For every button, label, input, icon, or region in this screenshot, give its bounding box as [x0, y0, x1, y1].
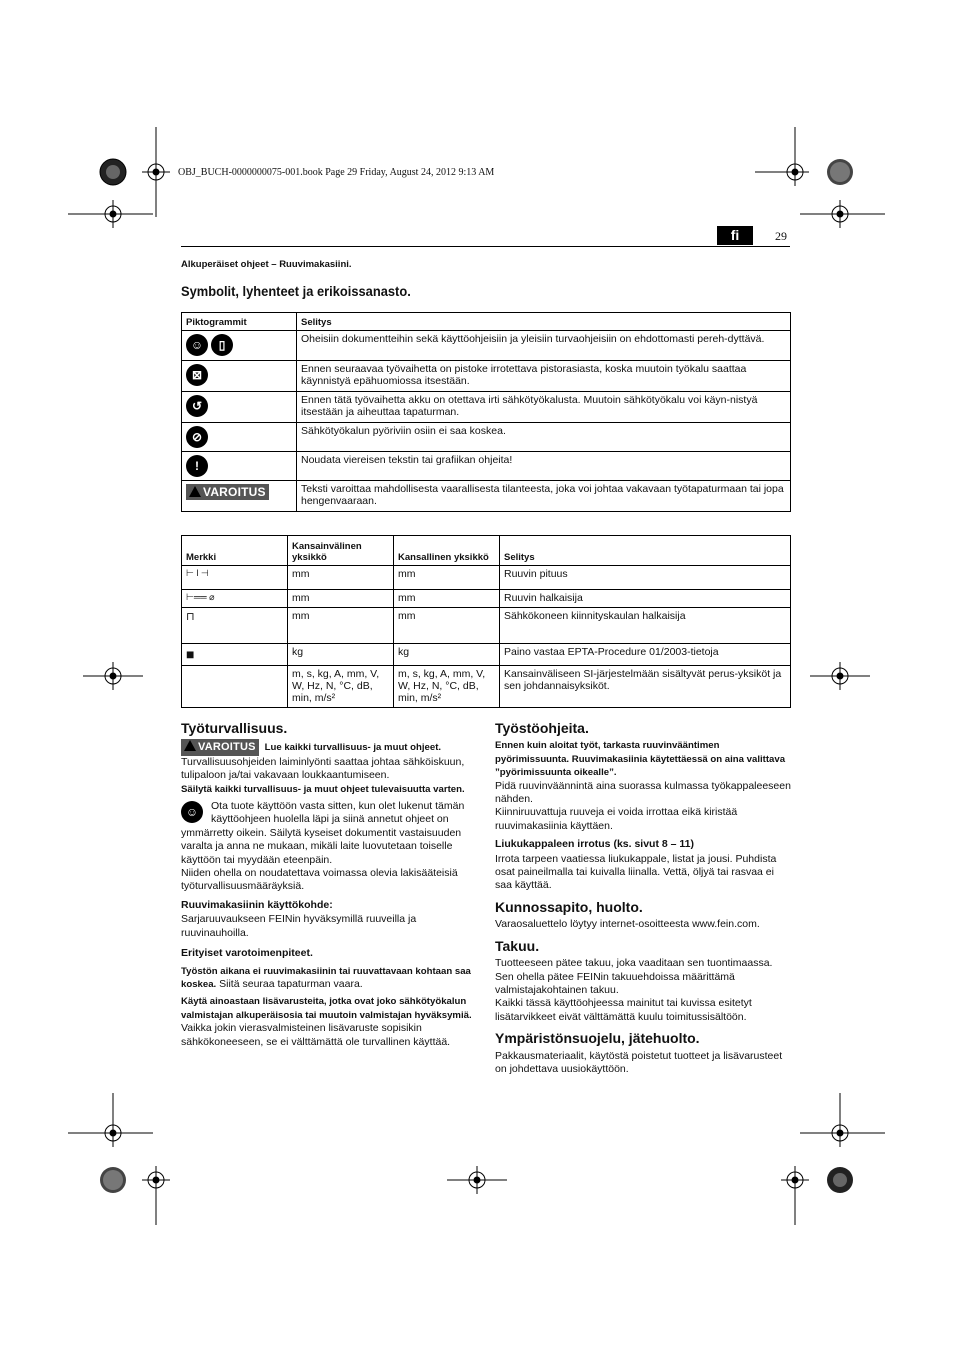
remove-battery-icon: ↺	[186, 395, 208, 417]
table-cell: mm	[394, 590, 500, 608]
book-info-line: OBJ_BUCH-0000000075-001.book Page 29 Friday, August 24, 2012 9:13 AM	[178, 167, 495, 178]
header-rule	[181, 246, 790, 247]
table-cell: Noudata viereisen tekstin tai grafiikan ohjeita!	[297, 452, 791, 481]
table-cell: Ruuvin halkaisija	[500, 590, 791, 608]
table-cell: Ennen tätä työvaihetta akku on otettava irti sähkötyökalusta. Muutoin sähkötyökalu voi käyn-nistyä itsestään ja aiheuttaa tapaturman.	[297, 392, 791, 423]
warranty-title: Takuu.	[495, 937, 540, 954]
screw-length-icon: ⊢ l ⊣	[182, 566, 288, 590]
work-bold: Ennen kuin aloitat työt, tarkasta ruuvinvääntimen pyörimissuunta. Ruuvimakasiinia käytettäessä on aina valittava ”pyörimissuunta oikealle”.	[495, 740, 786, 779]
special-1: Työstön aikana ei ruuvimakasiinin tai ruuvattavaan kohtaan saa koskea. Siitä seuraa tapaturman vaara.	[181, 965, 471, 990]
table-cell: kg	[394, 644, 500, 666]
weight-icon: ■	[182, 644, 288, 666]
table-header: Selitys	[297, 313, 791, 331]
environment-text: Pakkausmateriaalit, käytöstä poistetut tuotteet ja lisävarusteet on johdettava uusiokäyttöön.	[495, 1049, 783, 1075]
screw-diameter-icon: ⊢══ ⌀	[182, 590, 288, 608]
table-header: Kansainvälinen yksikkö	[288, 536, 394, 566]
table-cell: Ruuvin pituus	[500, 566, 791, 590]
units-table	[181, 535, 791, 708]
table-cell: m, s, kg, A, mm, V, W, Hz, N, °C, dB, min, m/s²	[288, 666, 394, 708]
warning-label: VAROITUS	[181, 739, 259, 755]
table-cell: m, s, kg, A, mm, V, W, Hz, N, °C, dB, min, m/s²	[394, 666, 500, 708]
manual-paragraph: ☺ Ota tuote käyttöön vasta sitten, kun olet lukenut tämän käyttöohjeen huolella läpi ja siinä annetut ohjeet on ymmärretty oikein. Säilytä kyseiset dokumentit vastaisuuden varalta ja anna ne mukaan, mikäli laite luovutetaan toiselle käyttöön tai myydään eteenpäin.	[181, 800, 465, 866]
table-cell	[182, 666, 288, 708]
work-p1: Pidä ruuvinväännintä aina suorassa kulmassa työkappaleeseen nähden.	[495, 779, 791, 806]
table-header: Piktogrammit	[182, 313, 297, 331]
table-header: Kansallinen yksikkö	[394, 536, 500, 566]
table-cell: Paino vastaa EPTA-Procedure 01/2003-tietoja	[500, 644, 791, 666]
table-cell: Kansainväliseen SI-järjestelmään sisältyvät perus-yksiköt ja sen johdannaisyksiköt.	[500, 666, 791, 708]
table-cell: Oheisiin dokumentteihin sekä käyttöohjeisiin ja yleisiin turvaohjeisiin on ehdottomasti pereh-dyttävä.	[297, 331, 791, 361]
table-header: Selitys	[500, 536, 791, 566]
book-icon: ▯	[211, 334, 233, 356]
slide-title: Liukukappaleen irrotus (ks. sivut 8 – 11)	[495, 838, 694, 851]
warning-label: VAROITUS	[186, 484, 269, 500]
table-cell: mm	[394, 608, 500, 644]
pictogram-table	[181, 312, 791, 512]
maintenance-text: Varaosaluettelo löytyy internet-osoitteesta www.fein.com.	[495, 918, 760, 931]
read-manual-icon: ☺	[181, 801, 203, 823]
environment-title: Ympäristönsuojelu, jätehuolto.	[495, 1030, 700, 1047]
collar-diameter-icon: ⊓	[182, 608, 288, 644]
warranty-p1: Tuotteeseen pätee takuu, joka vaaditaan sen tuontimaassa. Sen ohella pätee FEINin takuuehdoissa määrittämä valmistajakohtainen takuu.	[495, 957, 773, 996]
unplug-icon: ⊠	[186, 364, 208, 386]
table-cell: Teksti varoittaa mahdollisesta vaarallisesta tilanteesta, joka voi johtaa vakavaan työtapaturmaan tai jopa hengenvaaraan.	[297, 481, 791, 512]
use-title: Ruuvimakasiinin käyttökohde:	[181, 898, 333, 911]
warning-triangle-icon	[184, 740, 196, 751]
work-title: Työstöohjeita.	[495, 720, 589, 736]
table-header: Merkki	[182, 536, 288, 566]
table-cell: Sähkötyökalun pyöriviin osiin ei saa koskea.	[297, 423, 791, 452]
language-badge: fi	[717, 226, 753, 245]
keep-instructions: Säilytä kaikki turvallisuus- ja muut ohjeet tulevaisuutta varten.	[181, 783, 465, 795]
safety-title: Työturvallisuus.	[181, 720, 288, 736]
slide-text: Irrota tarpeen vaatiessa liukukappale, listat ja jousi. Puhdista osat paineilmalla tai kuivalla liinalla. Vettä, öljyä tai rasvaa ei saa käyttää.	[495, 852, 777, 892]
warning-triangle-icon	[189, 486, 201, 497]
symbols-title: Symbolit, lyhenteet ja erikoissanasto.	[181, 283, 411, 299]
page-number: 29	[775, 229, 787, 243]
table-cell: mm	[288, 608, 394, 644]
table-cell: mm	[288, 566, 394, 590]
table-cell: mm	[288, 590, 394, 608]
table-cell: Ennen seuraavaa työvaihetta on pistoke irrotettava pistorasiasta, koska muutoin työkalu saattaa käynnistyä epähuomiossa itsestään.	[297, 361, 791, 392]
exclamation-icon: !	[186, 455, 208, 477]
no-touch-icon: ⊘	[186, 426, 208, 448]
table-cell: mm	[394, 566, 500, 590]
warranty-p2: Kaikki tässä käyttöohjeessa mainitut tai kuvissa esitetyt lisätarvikkeet eivät välttämättä kuulu toimitussisältöön.	[495, 997, 752, 1023]
special-2: Käytä ainoastaan lisävarusteita, jotka ovat joko sähkötyökalun valmistajan alkuperäisosia tai muutoin valmistajan hyväksymiä. Vaikka jokin vierasvalmisteinen lisävaruste sopisikin sähkökoneeseen, se ei välttämättä ole turvallinen käyttää.	[181, 996, 472, 1048]
maintenance-title: Kunnossapito, huolto.	[495, 898, 643, 915]
work-p2: Kiinniruuvattuja ruuveja ei voida irrottaa eikä kiristää ruuvimakasiinia käyttäen.	[495, 806, 738, 832]
special-title: Erityiset varotoimenpiteet.	[181, 947, 313, 960]
left-column	[181, 722, 476, 1049]
read-manual-icon: ☺	[186, 334, 208, 356]
right-column	[495, 722, 791, 1076]
laws-paragraph: Niiden ohella on noudatettava voimassa olevia lakisääteisiä työturvallisuusmääräyksiä.	[181, 867, 458, 893]
document-subtitle: Alkuperäiset ohjeet – Ruuvimakasiini.	[181, 259, 352, 270]
table-cell: kg	[288, 644, 394, 666]
warning-paragraph: VAROITUS Lue kaikki turvallisuus- ja muut ohjeet. Turvallisuusohjeiden laiminlyönti saattaa johtaa sähköiskuun, tulipaloon ja/tai vakavaan loukkaantumiseen.	[181, 741, 465, 782]
table-cell: Sähkökoneen kiinnityskaulan halkaisija	[500, 608, 791, 644]
use-text: Sarjaruuvaukseen FEINin hyväksymillä ruuveilla ja ruuvinauhoilla.	[181, 913, 417, 939]
